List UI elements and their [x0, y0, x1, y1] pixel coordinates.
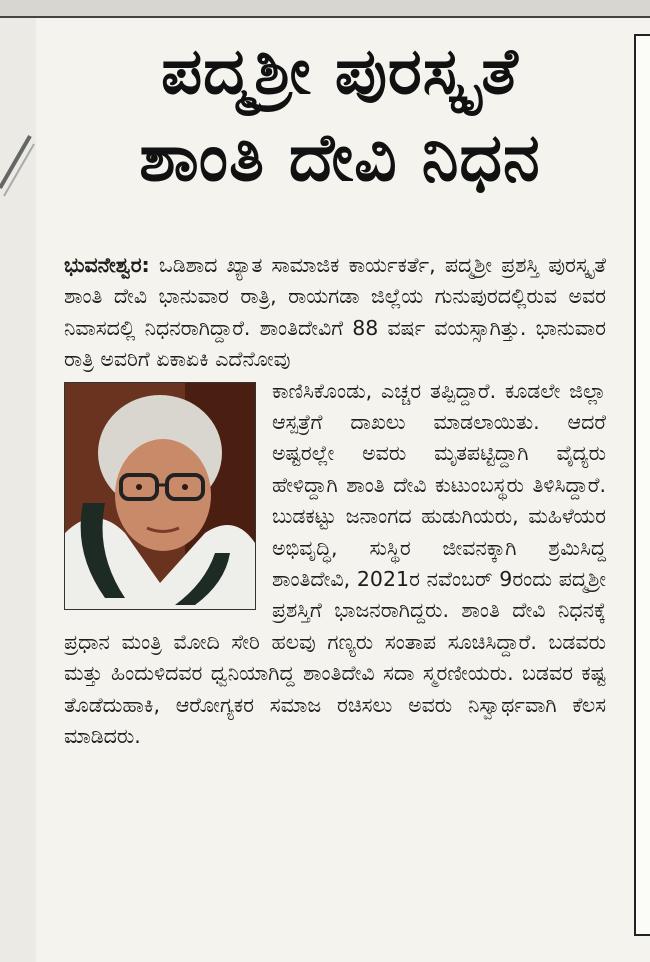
- article-body-paragraph: ಕಾಣಿಸಿಕೊಂಡು, ಎಚ್ಚರ ತಪ್ಪಿದ್ದಾರೆ. ಕೂಡಲೇ ಜಿಲ್ಲಾ ಆಸ್ಪತ್ರೆಗೆ ದಾಖಲು ಮಾಡಲಾಯಿತು. ಆದರೆ ಅಷ್ಟರಲ್ಲೇ ಅವರು ಮೃತಪಟ್ಟಿದ್ದಾಗಿ ವೈದ್ಯರು ಹೇಳಿದ್ದಾಗಿ ಶಾಂತಿ ದೇವಿ ಕುಟುಂಬಸ್ಥರು ತಿಳಿಸಿದ್ದಾರೆ. ಬುಡಕಟ್ಟು ಜನಾಂಗದ ಹುಡುಗಿಯರು, ಮಹಿಳೆಯರ ಅಭಿವೃದ್ಧಿ, ಸುಸ್ಥಿರ ಜೀವನಕ್ಕಾಗಿ ಶ್ರಮಿಸಿದ್ದ ಶಾಂತಿದೇವಿ, 2021ರ ನವೆಂಬರ್ 9ರಂದು ಪದ್ಮಶ್ರೀ ಪ್ರಶಸ್ತಿಗೆ ಭಾಜನರಾಗಿದ್ದರು. ಶಾಂತಿ ದೇವಿ ನಿಧನಕ್ಕೆ ಪ್ರಧಾನ ಮಂತ್ರಿ ಮೋದಿ ಸೇರಿ ಹಲವು ಗಣ್ಯರು ಸಂತಾಪ ಸೂಚಿಸಿದ್ದಾರೆ. ಬಡವರು ಮತ್ತು ಹಿಂದುಳಿದವರ ಧ್ವನಿಯಾಗಿದ್ದ ಶಾಂತಿದೇವಿ ಸದಾ ಸ್ಮರಣೀಯರು. ಬಡವರ ಕಷ್ಟ ತೊಡೆದುಹಾಕಿ, ಆರೋಗ್ಯಕರ ಸಮಾಜ ರಚಿಸಲು ಅವರು ನಿಸ್ವಾರ್ಥವಾಗಿ ಕೆಲಸ ಮಾಡಿದರು.: [64, 378, 606, 749]
- diagonal-rule-graphic: [0, 128, 36, 208]
- dateline: ಭುವನೇಶ್ವರ:: [64, 253, 150, 277]
- top-border: [0, 0, 650, 18]
- portrait-photo: [64, 382, 256, 610]
- lead-text: ಒಡಿಶಾದ ಖ್ಯಾತ ಸಾಮಾಜಿಕ ಕಾರ್ಯಕರ್ತೆ, ಪದ್ಮಶ್ರೀ ಪ್ರಶಸ್ತಿ ಪುರಸ್ಕೃತೆ ಶಾಂತಿ ದೇವಿ ಭಾನುವಾರ ರಾತ್ರಿ, ರಾಯಗಡಾ ಜಿಲ್ಲೆಯ ಗುನುಪುರದಲ್ಲಿರುವ ಅವರ ನಿವಾಸದಲ್ಲಿ ನಿಧನರಾಗಿದ್ದಾರೆ. ಶಾಂತಿದೇವಿಗೆ 88 ವರ್ಷ ವಯಸ್ಸಾಗಿತ್ತು. ಭಾನುವಾರ ರಾತ್ರಿ ಅವರಿಗೆ ಏಕಾಏಕಿ ಎದೆನೋವು: [64, 253, 606, 372]
- adjacent-column-edge: [0, 18, 36, 962]
- adjacent-article-border: [634, 34, 650, 936]
- article-body: [64, 250, 606, 753]
- headline-line-1: ಪದ್ಮಶ್ರೀ ಪುರಸ್ಕೃತೆ: [161, 35, 519, 109]
- article-lead-paragraph: [64, 250, 606, 376]
- headline-line-2: ಶಾಂತಿ ದೇವಿ ನಿಧನ: [139, 119, 541, 196]
- headline: [60, 30, 620, 202]
